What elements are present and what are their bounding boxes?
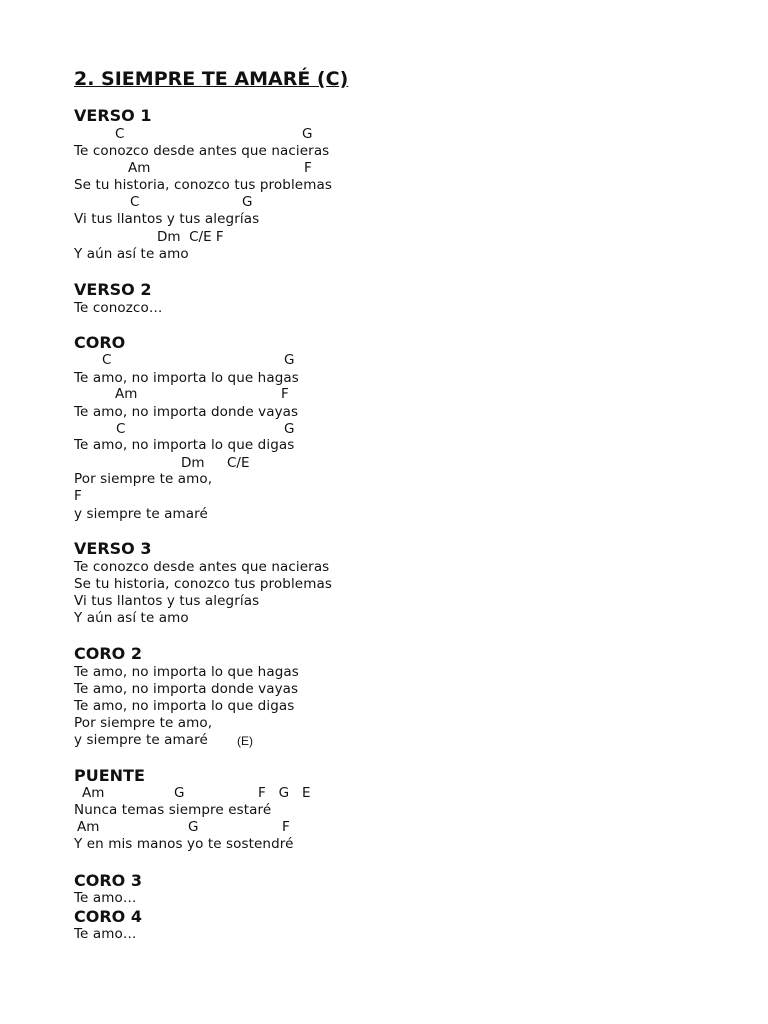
section-heading-coro: CORO: [74, 333, 126, 352]
chord: Am: [77, 819, 100, 835]
lyric-line: Te amo…: [74, 926, 137, 942]
chord: F: [304, 160, 312, 176]
chord: Dm C/E F: [157, 229, 224, 245]
chord: G: [174, 785, 185, 801]
lyric-line: Te amo…: [74, 890, 137, 906]
section-heading-puente: PUENTE: [74, 766, 145, 785]
chord: Dm: [181, 455, 205, 471]
lyric-line: Te amo, no importa donde vayas: [74, 681, 299, 697]
chord: C/E: [227, 455, 250, 471]
chord: G: [302, 126, 313, 142]
lyric-line: Y aún así te amo: [74, 246, 189, 262]
lyric-line: Te amo, no importa lo que hagas: [74, 664, 299, 680]
chord: Am: [115, 386, 138, 402]
chord: G: [284, 352, 295, 368]
chord: Am: [82, 785, 105, 801]
section-heading-coro-3: CORO 3: [74, 871, 142, 890]
lyric-line: Te amo, no importa lo que hagas: [74, 370, 299, 386]
section-heading-coro-4: CORO 4: [74, 907, 142, 926]
chord: C: [115, 126, 125, 142]
section-heading-verso-3: VERSO 3: [74, 539, 152, 558]
lyric-line: Por siempre te amo,: [74, 715, 213, 731]
chord: G: [284, 421, 295, 437]
lyric-line: Te amo, no importa lo que digas: [74, 437, 295, 453]
lyric-line: Se tu historia, conozco tus problemas: [74, 177, 332, 193]
chord: F: [282, 819, 290, 835]
section-heading-verso-1: VERSO 1: [74, 106, 152, 125]
chord: Am: [128, 160, 151, 176]
chord: G: [242, 194, 253, 210]
chord: C: [130, 194, 140, 210]
chord: C: [102, 352, 112, 368]
song-title: 2. SIEMPRE TE AMARÉ (C): [74, 68, 349, 90]
lyric-line: Vi tus llantos y tus alegrías: [74, 593, 260, 609]
lyric-line: Nunca temas siempre estaré: [74, 802, 272, 818]
lyric-line: Por siempre te amo,: [74, 471, 213, 487]
lyric-line: Te amo, no importa lo que digas: [74, 698, 295, 714]
section-heading-verso-2: VERSO 2: [74, 280, 152, 299]
chord: F: [74, 488, 82, 504]
lyric-line: Y aún así te amo: [74, 610, 189, 626]
lyric-line: Te conozco desde antes que nacieras: [74, 143, 330, 159]
chord: C: [116, 421, 126, 437]
lyric-line: Te conozco…: [74, 300, 163, 316]
chord: F: [281, 386, 289, 402]
lyric-line: Te amo, no importa donde vayas: [74, 404, 299, 420]
key-annotation: (E): [237, 734, 253, 748]
lyric-line: Te conozco desde antes que nacieras: [74, 559, 330, 575]
lyric-line: y siempre te amaré: [74, 506, 208, 522]
lyric-line: Vi tus llantos y tus alegrías: [74, 211, 260, 227]
chord: G: [188, 819, 199, 835]
lyric-line: Se tu historia, conozco tus problemas: [74, 576, 332, 592]
chord: F G E: [258, 785, 311, 801]
lyric-line: Y en mis manos yo te sostendré: [74, 836, 294, 852]
lyric-line: y siempre te amaré: [74, 732, 208, 748]
section-heading-coro-2: CORO 2: [74, 644, 142, 663]
